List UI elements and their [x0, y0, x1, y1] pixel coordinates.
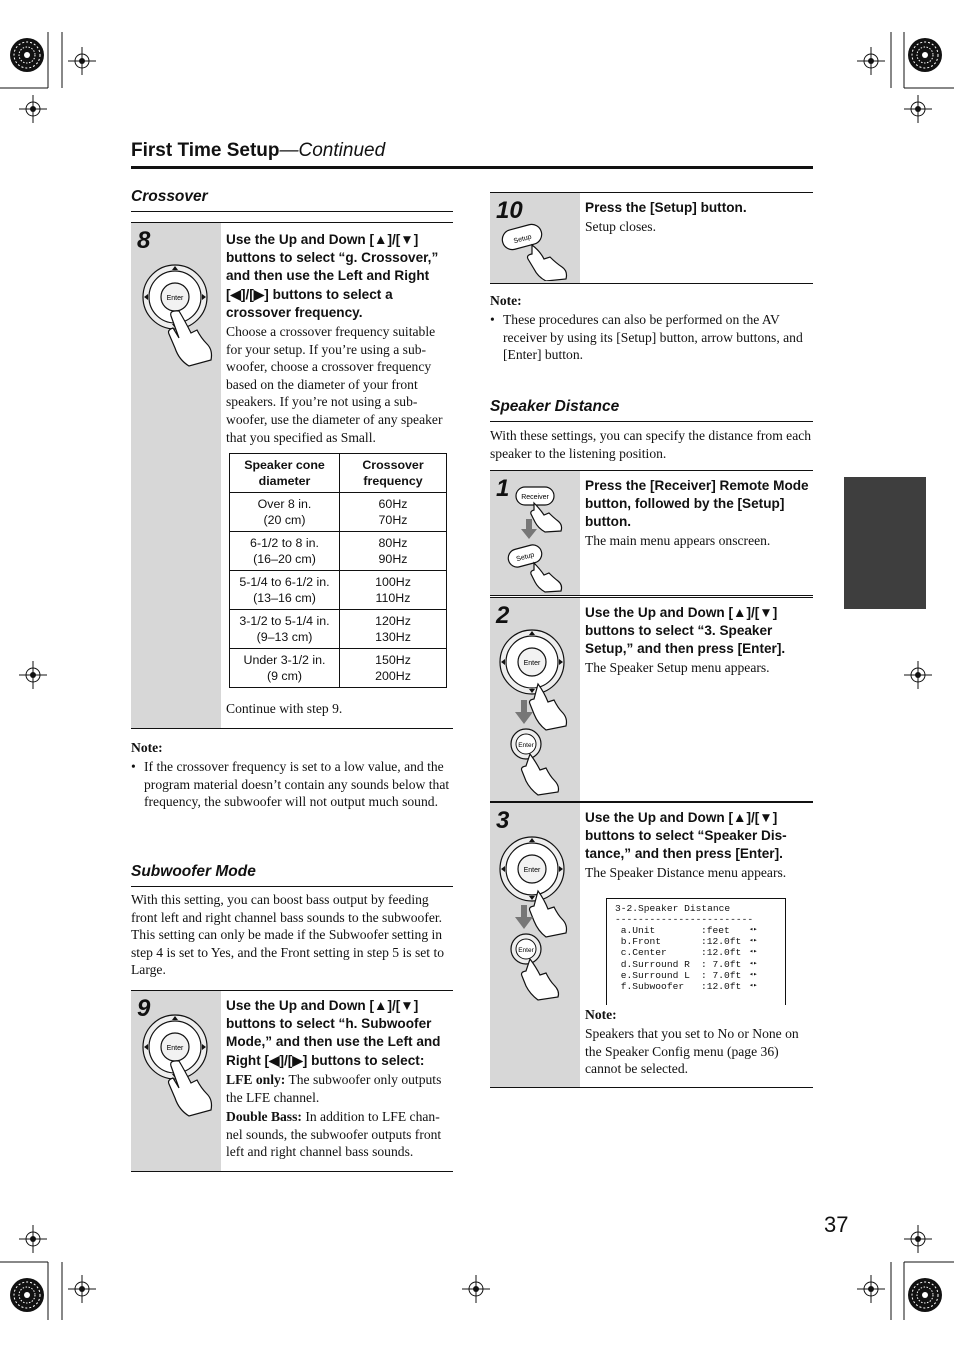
step-1-body: The main menu appears onscreen. — [585, 533, 771, 548]
table-cell — [340, 610, 447, 649]
receiver-setup-buttons-icon — [504, 483, 580, 595]
step-3-note: Speakers that you set to No or None on the Speaker Config menu (page 36) cannot be selected. — [585, 1026, 799, 1077]
osd-arrows-icon: ◂▸ — [749, 981, 758, 990]
table-row — [230, 649, 447, 688]
osd-value: : 7.0ft — [701, 958, 742, 970]
step-10-instruction: Press the [Setup] button. — [585, 200, 747, 215]
section-rule — [131, 886, 453, 887]
step-8-continue: Continue with step 9. — [226, 701, 343, 716]
cell-line: 150Hz — [375, 653, 411, 667]
table-row — [230, 493, 447, 532]
section-title-crossover: Crossover — [131, 188, 208, 205]
title-continued: —Continued — [279, 140, 386, 161]
note-title: Note: — [131, 740, 163, 755]
step-8-box — [131, 222, 453, 729]
receiver-button-label: Receiver — [521, 494, 549, 501]
step-number: 1 — [496, 475, 510, 502]
option-lfe-only — [226, 1071, 454, 1106]
option-text: The subwoofer only outputs the LFE channel. — [226, 1072, 442, 1105]
osd-label: b.Front — [615, 936, 662, 948]
note-title: Note: — [585, 1007, 617, 1022]
osd-value: :12.0ft — [701, 936, 742, 948]
header-rule — [131, 166, 813, 169]
step-number: 3 — [496, 807, 510, 834]
step-1-box — [490, 470, 813, 596]
cell-line: (16–20 cm) — [253, 552, 316, 566]
osd-label: f.Subwoofer — [615, 980, 685, 992]
header-cell: Crossover frequency — [362, 458, 424, 488]
table-cell — [340, 571, 447, 610]
section-title-subwoofer: Subwoofer Mode — [131, 863, 256, 880]
svg-text:Enter: Enter — [166, 295, 184, 302]
table-cell — [340, 649, 447, 688]
cell-line: Over 8 in. — [257, 497, 312, 511]
svg-text:Enter: Enter — [523, 867, 541, 874]
cell-line: 3-1/2 to 5-1/4 in. — [239, 614, 330, 628]
step-9-instruction: Use the Up and Down [▲]/[▼] buttons to select “h. Subwoofer Mode,” and then use the Left and Right [◀]/[▶] buttons to select: — [226, 998, 441, 1068]
step-8-instruction: Use the Up and Down [▲]/[▼] buttons to select “g. Crossover,” and then use the Left and Right [◀]/[▶] buttons to select a crossover frequency. — [226, 232, 439, 320]
title-text: First Time Setup — [131, 140, 280, 161]
crossover-table — [229, 453, 447, 688]
svg-text:Enter: Enter — [523, 660, 541, 667]
osd-arrows-icon: ◂▸ — [749, 970, 758, 979]
osd-row — [615, 970, 783, 981]
page-title — [131, 140, 385, 162]
section-rule — [131, 211, 453, 212]
section-title-speaker-distance: Speaker Distance — [490, 398, 620, 415]
onscreen-menu — [606, 898, 786, 1005]
note-title: Note: — [490, 293, 522, 308]
svg-text:Enter: Enter — [518, 742, 534, 749]
cell-line: 70Hz — [378, 513, 408, 527]
option-text: In addition to LFE chan-nel sounds, the subwoofer outputs front left and right channel bass sounds. — [226, 1109, 442, 1160]
table-cell — [230, 532, 340, 571]
svg-text:Enter: Enter — [166, 1045, 184, 1052]
table-header-row — [230, 454, 447, 493]
cell-line: (13–16 cm) — [253, 591, 316, 605]
step-10-box — [490, 192, 813, 284]
cell-line: 80Hz — [378, 536, 408, 550]
table-cell — [230, 610, 340, 649]
chapter-tab — [844, 477, 926, 609]
osd-value: :feet — [701, 925, 730, 936]
option-label: Double Bass: — [226, 1109, 302, 1124]
cell-line: (9–13 cm) — [256, 630, 313, 644]
setup-button-label: Setup — [512, 233, 533, 246]
osd-label: e.Surround L — [615, 969, 690, 981]
enter-dial-icon — [139, 1011, 219, 1121]
osd-rows — [615, 925, 783, 992]
step-10-note: These procedures can also be performed on the AV receiver by using its [Setup] button, arrow buttons, and [Enter] button. — [503, 312, 803, 363]
step-3-body: The Speaker Distance menu appears. — [585, 865, 787, 880]
speaker-distance-intro: With these settings, you can specify the distance from each speaker to the listening position. — [490, 428, 812, 461]
table-row — [230, 571, 447, 610]
step-number: 10 — [496, 197, 523, 224]
osd-row — [615, 936, 783, 947]
step-10-body: Setup closes. — [585, 219, 656, 234]
setup-button-label: Setup — [515, 551, 536, 564]
cell-line: 6-1/2 to 8 in. — [250, 536, 319, 550]
cell-line: 120Hz — [375, 614, 411, 628]
cell-line: (20 cm) — [263, 513, 306, 527]
step-number: 9 — [137, 995, 151, 1022]
cell-line: 5-1/4 to 6-1/2 in. — [239, 575, 330, 589]
step-2-instruction: Use the Up and Down [▲]/[▼] buttons to select “3. Speaker Setup,” and then press [Enter]. — [585, 605, 786, 657]
cell-line: 90Hz — [378, 552, 408, 566]
cell-line: (9 cm) — [266, 669, 303, 683]
osd-label: d.Surround R — [615, 958, 690, 970]
subwoofer-intro: With this setting, you can boost bass output by feeding front left and right channel bass sounds to the subwoofer. This setting can only be made if the Subwoofer setting in step 4 is set to Yes, and the Front setting in step 5 is set to Large. — [131, 892, 445, 978]
osd-value: :12.0ft — [701, 980, 742, 992]
setup-button-icon — [498, 219, 580, 281]
osd-row — [615, 959, 783, 970]
step-8-body: Choose a crossover frequency suitable for your setup. If you’re using a sub-woofer, choose a crossover frequency based on the diameter of your front speakers. If you’re not using a sub-woofer, use the diameter of any speaker that you specified as Small. — [226, 324, 443, 445]
cell-line: 110Hz — [375, 591, 411, 605]
header-cell: Speaker cone diameter — [244, 458, 325, 488]
osd-value: : 7.0ft — [701, 969, 742, 981]
step-9-box — [131, 990, 453, 1172]
step-1-instruction: Press the [Receiver] Remote Mode button, followed by the [Setup] button. — [585, 478, 809, 530]
cell-line: 100Hz — [375, 575, 411, 589]
option-label: LFE only: — [226, 1072, 286, 1087]
svg-text:Enter: Enter — [518, 947, 534, 954]
note-bullet: • — [490, 312, 495, 327]
table-cell — [230, 571, 340, 610]
table-header — [230, 454, 340, 493]
osd-arrows-icon: ◂▸ — [749, 948, 758, 957]
table-cell — [230, 493, 340, 532]
step-2-box — [490, 597, 813, 802]
enter-dial-press-icon — [494, 833, 580, 1005]
osd-arrows-icon: ◂▸ — [749, 937, 758, 946]
osd-arrows-icon: ◂▸ — [749, 926, 758, 934]
table-row — [230, 532, 447, 571]
table-row — [230, 610, 447, 649]
enter-dial-icon — [139, 261, 219, 371]
cell-line: 200Hz — [375, 669, 411, 683]
step-3-box — [490, 802, 813, 1088]
osd-divider: ------------------------ — [615, 914, 754, 925]
table-cell — [230, 649, 340, 688]
table-header — [340, 454, 447, 493]
step-number: 8 — [137, 227, 151, 254]
osd-row — [615, 947, 783, 958]
osd-row — [615, 925, 783, 936]
osd-label: a.Unit — [615, 925, 656, 936]
option-double-bass — [226, 1108, 454, 1161]
osd-row — [615, 981, 783, 992]
step-3-instruction: Use the Up and Down [▲]/[▼] buttons to select “Speaker Dis-tance,” and then press [Enter]. — [585, 810, 787, 862]
step-2-body: The Speaker Setup menu appears. — [585, 660, 770, 675]
osd-arrows-icon: ◂▸ — [749, 959, 758, 968]
osd-value: :12.0ft — [701, 947, 742, 959]
step-number: 2 — [496, 602, 510, 629]
cell-line: 130Hz — [375, 630, 411, 644]
enter-dial-press-icon — [494, 626, 580, 798]
note-bullet: • — [131, 759, 136, 774]
cell-line: Under 3-1/2 in. — [243, 653, 326, 667]
osd-title: 3-2.Speaker Distance — [615, 903, 731, 914]
page-number: 37 — [824, 1212, 849, 1237]
table-cell — [340, 493, 447, 532]
crossover-note: If the crossover frequency is set to a low value, and the program material doesn’t contain any sounds below that frequency, the subwoofer will not output much sound. — [144, 759, 450, 810]
cell-line: 60Hz — [378, 497, 408, 511]
section-rule — [490, 421, 813, 422]
osd-label: c.Center — [615, 947, 667, 959]
table-cell — [340, 532, 447, 571]
